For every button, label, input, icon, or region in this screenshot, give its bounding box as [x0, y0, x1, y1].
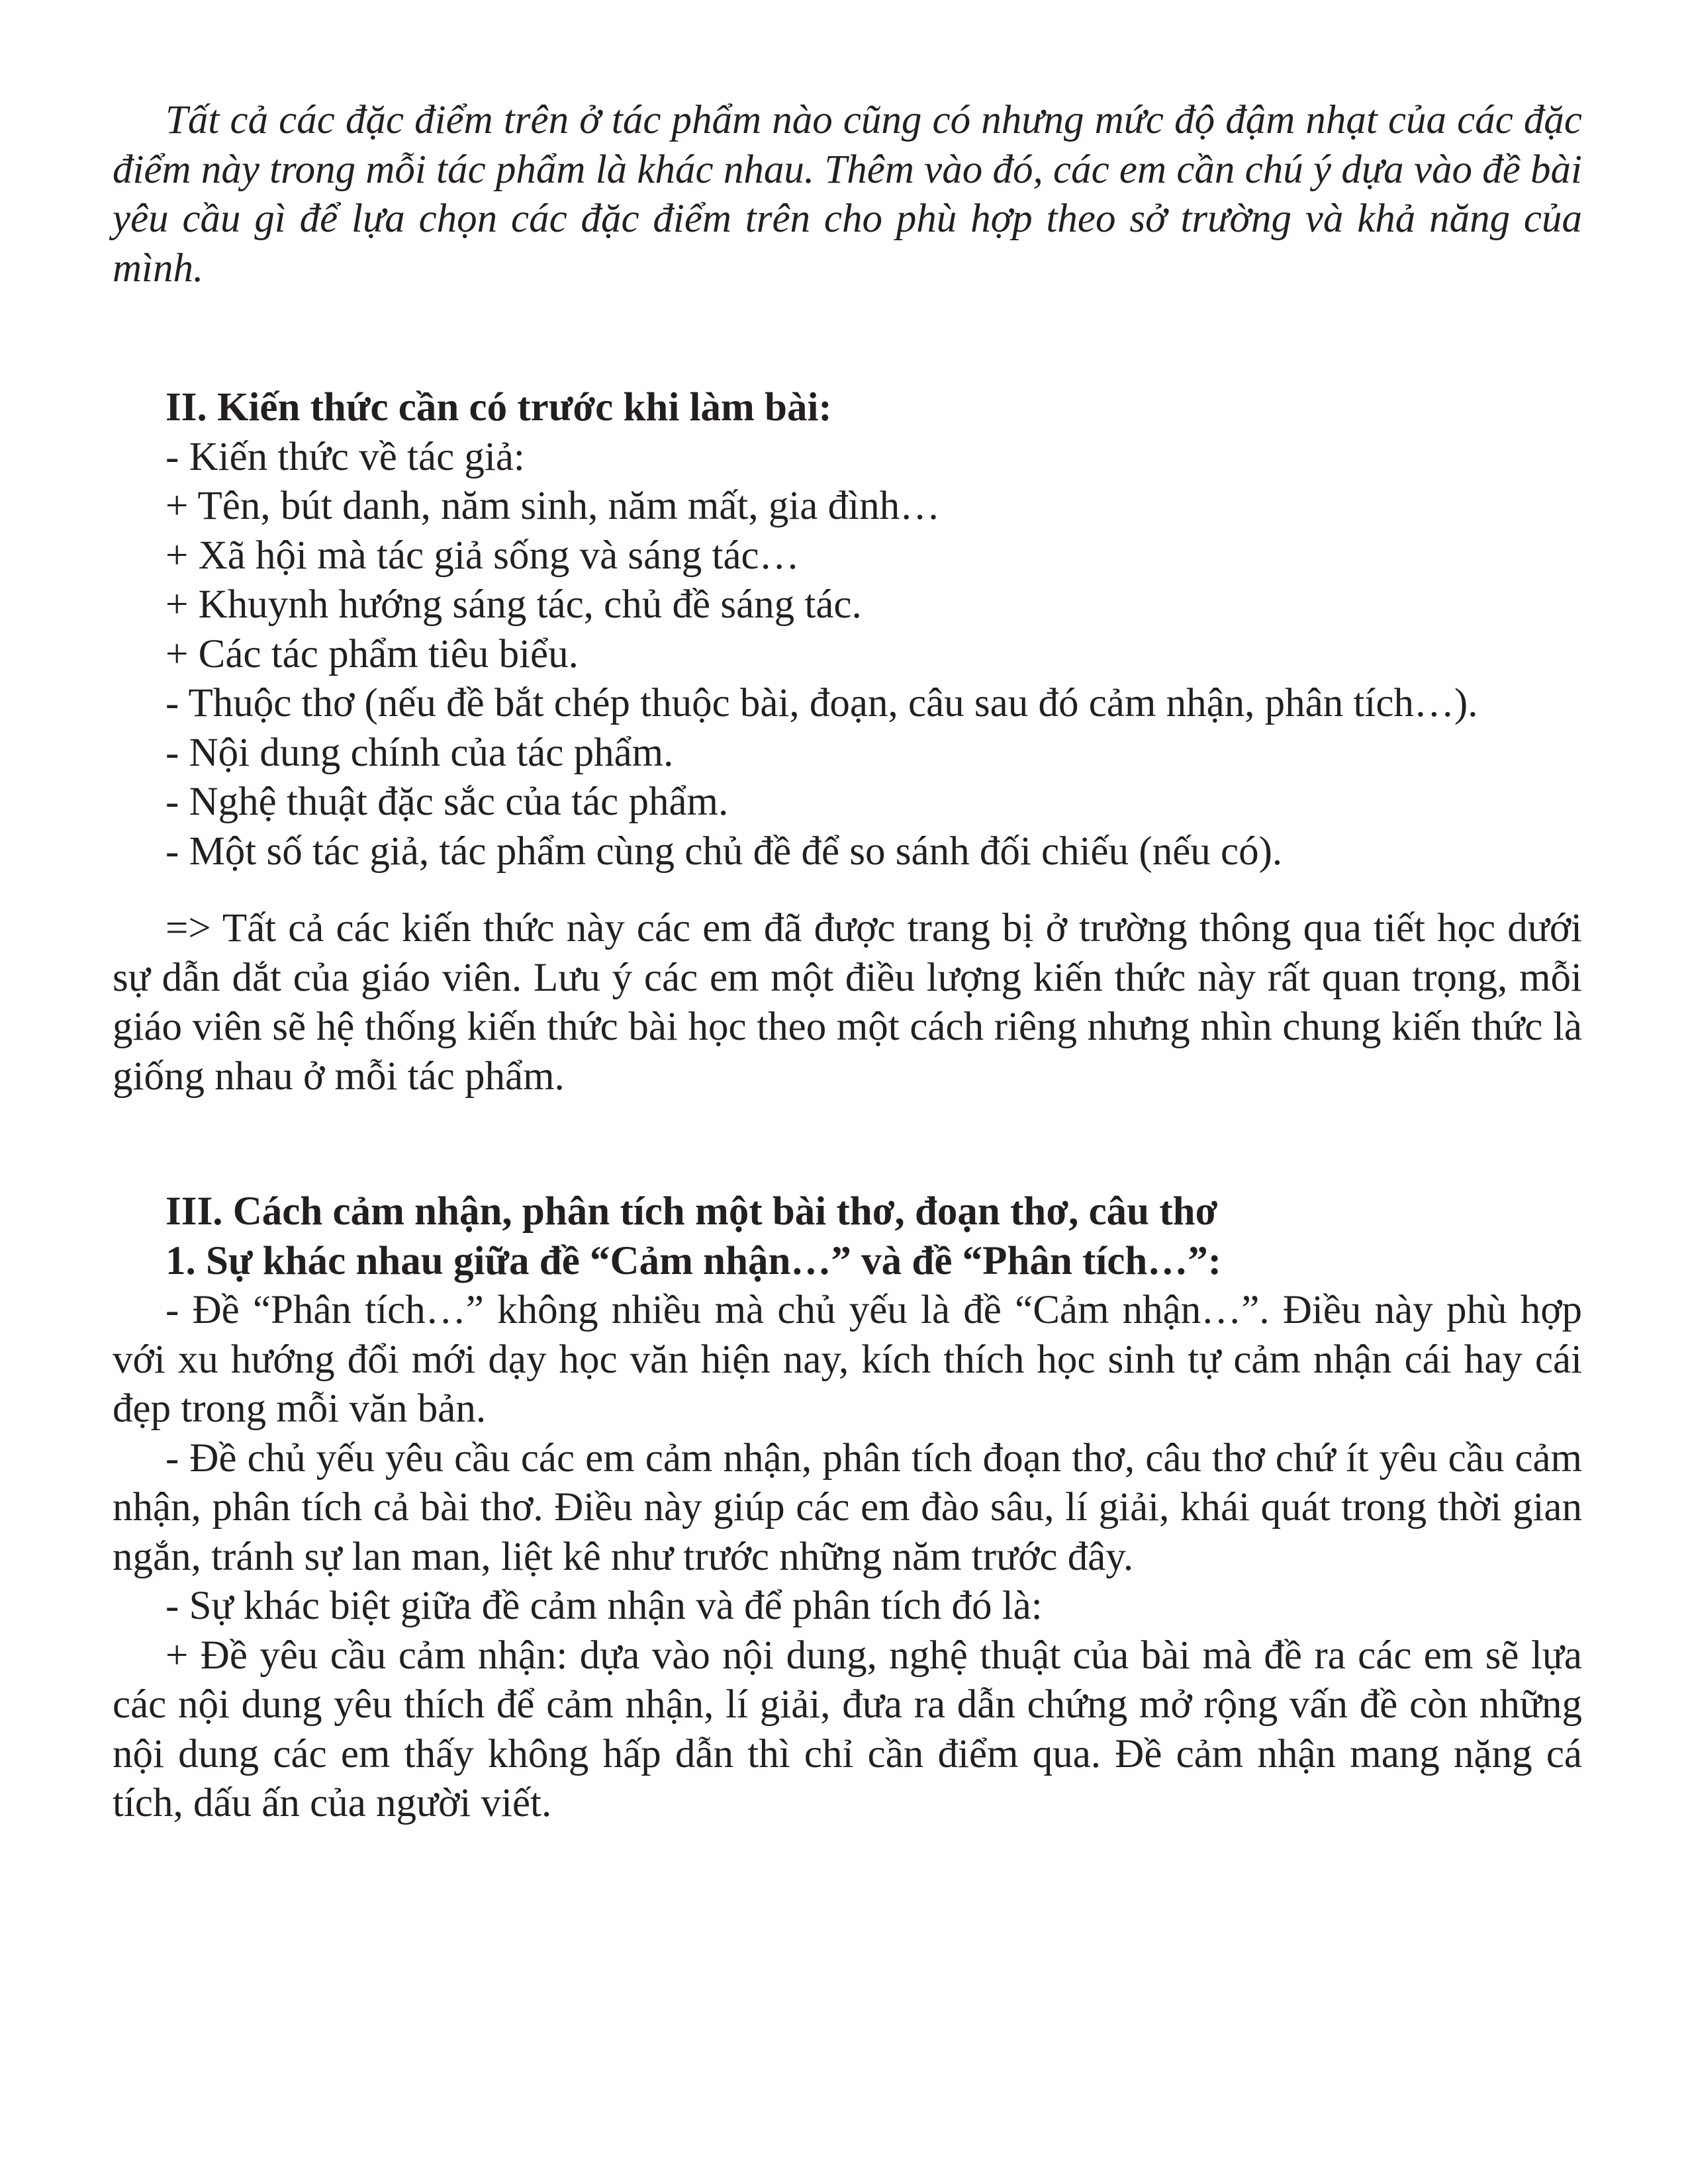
section-3-heading: III. Cách cảm nhận, phân tích một bài thơ, đoạn thơ, câu thơ — [165, 1189, 1218, 1234]
section-3-subheading: 1. Sự khác nhau giữa đề “Cảm nhận…” và đề “Phân tích…”: — [165, 1238, 1222, 1283]
list-item: - Thuộc thơ (nếu đề bắt chép thuộc bài, đoạn, câu sau đó cảm nhận, phân tích…). — [165, 681, 1478, 725]
section-2-heading: II. Kiến thức cần có trước khi làm bài: — [165, 385, 832, 430]
spacer — [113, 1101, 1582, 1187]
list-item: - Nội dung chính của tác phẩm. — [165, 730, 674, 775]
list-item: + Khuynh hướng sáng tác, chủ đề sáng tác. — [165, 582, 862, 627]
section-2-conclusion: => Tất cả các kiến thức này các em đã được trang bị ở trường thông qua tiết học dưới sự dẫn dắt của giáo viên. Lưu ý các em một điều lượng kiến thức này rất quan trọng, mỗi giáo viên sẽ hệ thống kiến thức bài học theo một cách riêng nhưng nhìn chung kiến thức là giống nhau ở mỗi tác phẩm. — [113, 906, 1582, 1099]
list-item: + Các tác phẩm tiêu biểu. — [165, 631, 579, 676]
spacer — [113, 876, 1582, 904]
document-page — [113, 96, 1582, 1829]
body-paragraph: - Sự khác biệt giữa đề cảm nhận và để phân tích đó là: — [165, 1584, 1043, 1628]
list-item: + Tên, bút danh, năm sinh, năm mất, gia đình… — [165, 484, 941, 528]
list-item: + Xã hội mà tác giả sống và sáng tác… — [165, 533, 800, 578]
list-item: - Một số tác giả, tác phẩm cùng chủ đề để so sánh đối chiếu (nếu có). — [165, 829, 1283, 874]
spacer — [113, 293, 1582, 383]
list-item: - Nghệ thuật đặc sắc của tác phẩm. — [165, 780, 729, 824]
body-paragraph: - Đề chủ yếu yêu cầu các em cảm nhận, phân tích đoạn thơ, câu thơ chứ ít yêu cầu cảm nhận, phân tích cả bài thơ. Điều này giúp các em đào sâu, lí giải, khái quát trong thời gian ngắn, tránh sự lan man, liệt kê như trước những năm trước đây. — [113, 1435, 1582, 1579]
body-paragraph: + Đề yêu cầu cảm nhận: dựa vào nội dung, nghệ thuật của bài mà đề ra các em sẽ lựa các nội dung yêu thích để cảm nhận, lí giải, đưa ra dẫn chứng mở rộng vấn đề còn những nội dung các em thấy không hấp dẫn thì chỉ cần điểm qua. Đề cảm nhận mang nặng cá tích, dấu ấn của người viết. — [113, 1633, 1582, 1825]
intro-paragraph: Tất cả các đặc điểm trên ở tác phẩm nào cũng có nhưng mức độ đậm nhạt của các đặc điểm này trong mỗi tác phẩm là khác nhau. Thêm vào đó, các em cần chú ý dựa vào đề bài yêu cầu gì để lựa chọn các đặc điểm trên cho phù hợp theo sở trường và khả năng của mình. — [113, 98, 1582, 291]
body-paragraph: - Đề “Phân tích…” không nhiều mà chủ yếu là đề “Cảm nhận…”. Điều này phù hợp với xu hướng đổi mới dạy học văn hiện nay, kích thích học sinh tự cảm nhận cái hay cái đẹp trong mỗi văn bản. — [113, 1288, 1582, 1431]
list-item: - Kiến thức về tác giả: — [165, 434, 525, 479]
